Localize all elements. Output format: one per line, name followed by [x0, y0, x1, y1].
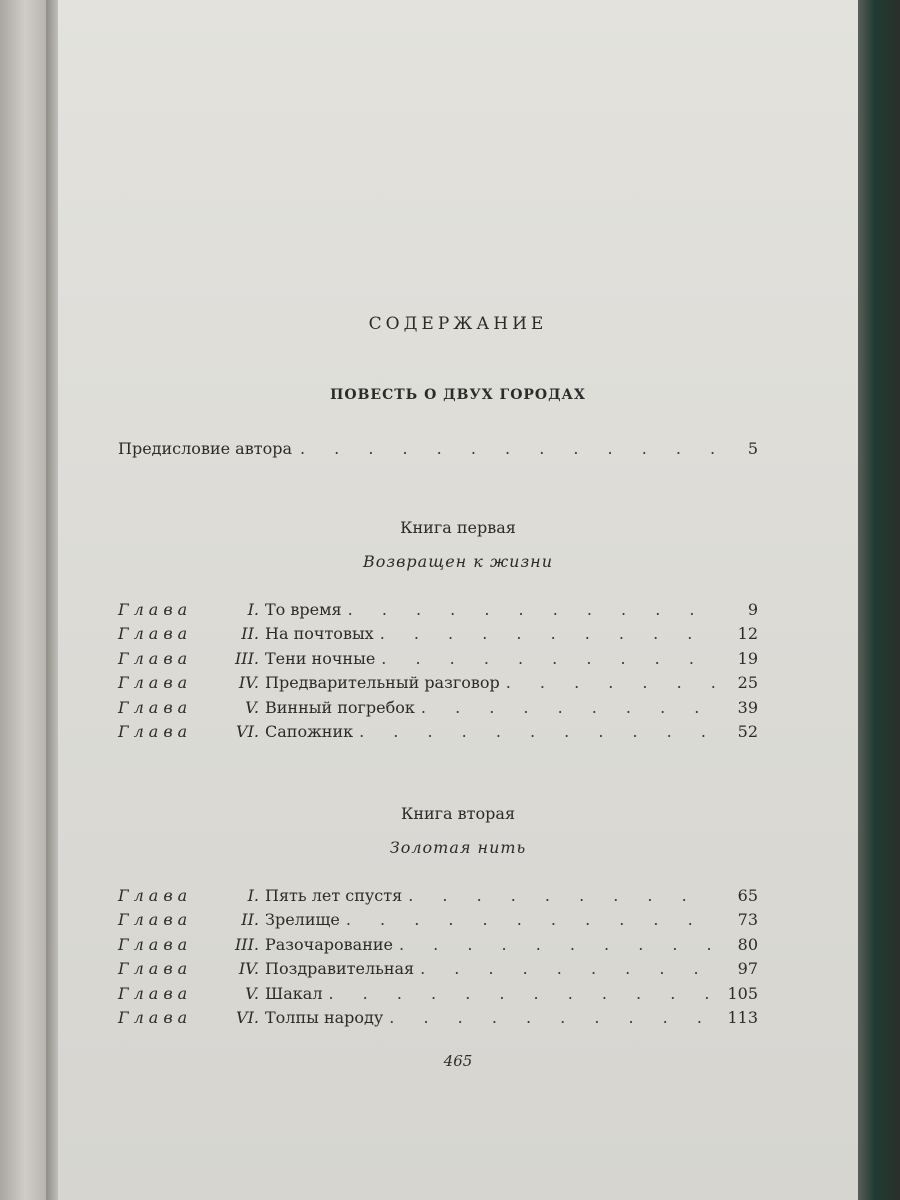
book-cover-edge [858, 0, 900, 1200]
page-number: 52 [737, 722, 758, 741]
chapter-number: II. [241, 624, 259, 644]
chapter-title: Разочарование [265, 934, 393, 954]
toc-entry [118, 696, 758, 720]
toc-entry [118, 982, 758, 1006]
chapter-number: V. [245, 983, 259, 1003]
chapter-number: I. [247, 886, 259, 905]
leader-dots [420, 957, 716, 981]
chapter-number: VI. [236, 722, 259, 741]
chapter-title: Толпы народу [265, 1008, 384, 1027]
chapter-label: Глава [118, 910, 193, 930]
page-number: 65 [737, 886, 758, 905]
leader-dots [380, 622, 716, 646]
chapter-label: Глава [118, 673, 193, 693]
book-2-title: Книга вторая [400, 804, 516, 823]
chapter-label: Глава [118, 624, 193, 644]
page-number: 105 [727, 983, 758, 1003]
chapter-label: Глава [118, 934, 193, 954]
leader-dots [421, 696, 716, 720]
page-number: 12 [737, 624, 758, 644]
page-number: 25 [737, 673, 758, 693]
chapter-label: Глава [118, 983, 193, 1003]
chapter-number: IV. [238, 673, 259, 693]
leader-dots [408, 884, 716, 908]
chapter-label: Глава [118, 722, 193, 741]
leader-dots [346, 908, 716, 932]
toc-entry [118, 647, 758, 671]
page-number: 19 [737, 648, 758, 668]
toc-entry [118, 1006, 758, 1030]
chapter-title: На почтовых [265, 624, 374, 644]
chapter-label: Глава [118, 959, 193, 979]
chapter-title: Винный погребок [265, 697, 415, 717]
toc-entry [118, 720, 758, 744]
chapter-number: IV. [238, 959, 259, 979]
toc-entry [118, 908, 758, 932]
book-page [58, 0, 858, 1200]
leader-dots [389, 1006, 716, 1030]
preface-label: Предисловие автора [118, 439, 292, 458]
page-number: 97 [737, 959, 758, 979]
chapter-title: Тени ночные [265, 648, 376, 668]
chapter-label: Глава [118, 697, 193, 717]
page-number: 5 [747, 439, 758, 458]
toc-entry [118, 884, 758, 908]
toc-entry [118, 957, 758, 981]
page-number: 39 [737, 697, 758, 717]
book-1-title: Книга первая [400, 518, 516, 537]
page-number: 9 [747, 600, 758, 619]
leader-dots [399, 933, 716, 957]
chapter-number: III. [234, 648, 259, 668]
toc-entry [118, 671, 758, 695]
chapter-number: I. [247, 600, 259, 619]
leader-dots [359, 720, 716, 744]
leader-dots [329, 982, 717, 1006]
page-number: 113 [727, 1008, 758, 1027]
book-1-subtitle: Возвращен к жизни [362, 552, 554, 571]
leader-dots [292, 437, 716, 461]
chapter-title: Сапожник [265, 722, 354, 741]
chapter-label: Глава [118, 600, 193, 619]
work-title: ПОВЕСТЬ О ДВУХ ГОРОДАХ [330, 387, 586, 403]
toc-entry [118, 933, 758, 957]
leader-dots [381, 647, 716, 671]
chapter-title: Пять лет спустя [265, 886, 403, 905]
chapter-number: VI. [236, 1008, 259, 1027]
chapter-label: Глава [118, 648, 193, 668]
preface-entry [118, 437, 758, 461]
chapter-title: То время [265, 600, 342, 619]
chapter-number: II. [241, 910, 259, 930]
chapter-number: III. [234, 934, 259, 954]
chapter-label: Глава [118, 886, 193, 905]
chapter-title: Зрелище [265, 910, 340, 930]
toc-entry [118, 598, 758, 622]
leader-dots [506, 671, 716, 695]
toc-entry [118, 622, 758, 646]
chapter-title: Поздравительная [265, 959, 415, 979]
chapter-title: Шакал [265, 983, 323, 1003]
chapter-title: Предварительный разговор [265, 673, 500, 693]
chapter-label: Глава [118, 1008, 193, 1027]
left-page-edge [0, 0, 46, 1200]
page-folio: 465 [443, 1052, 473, 1070]
leader-dots [348, 598, 716, 622]
page-number: 80 [737, 934, 758, 954]
book-2-subtitle: Золотая нить [389, 838, 527, 857]
chapter-number: V. [245, 697, 259, 717]
page-number: 73 [737, 910, 758, 930]
toc-heading: СОДЕРЖАНИЕ [368, 314, 548, 334]
